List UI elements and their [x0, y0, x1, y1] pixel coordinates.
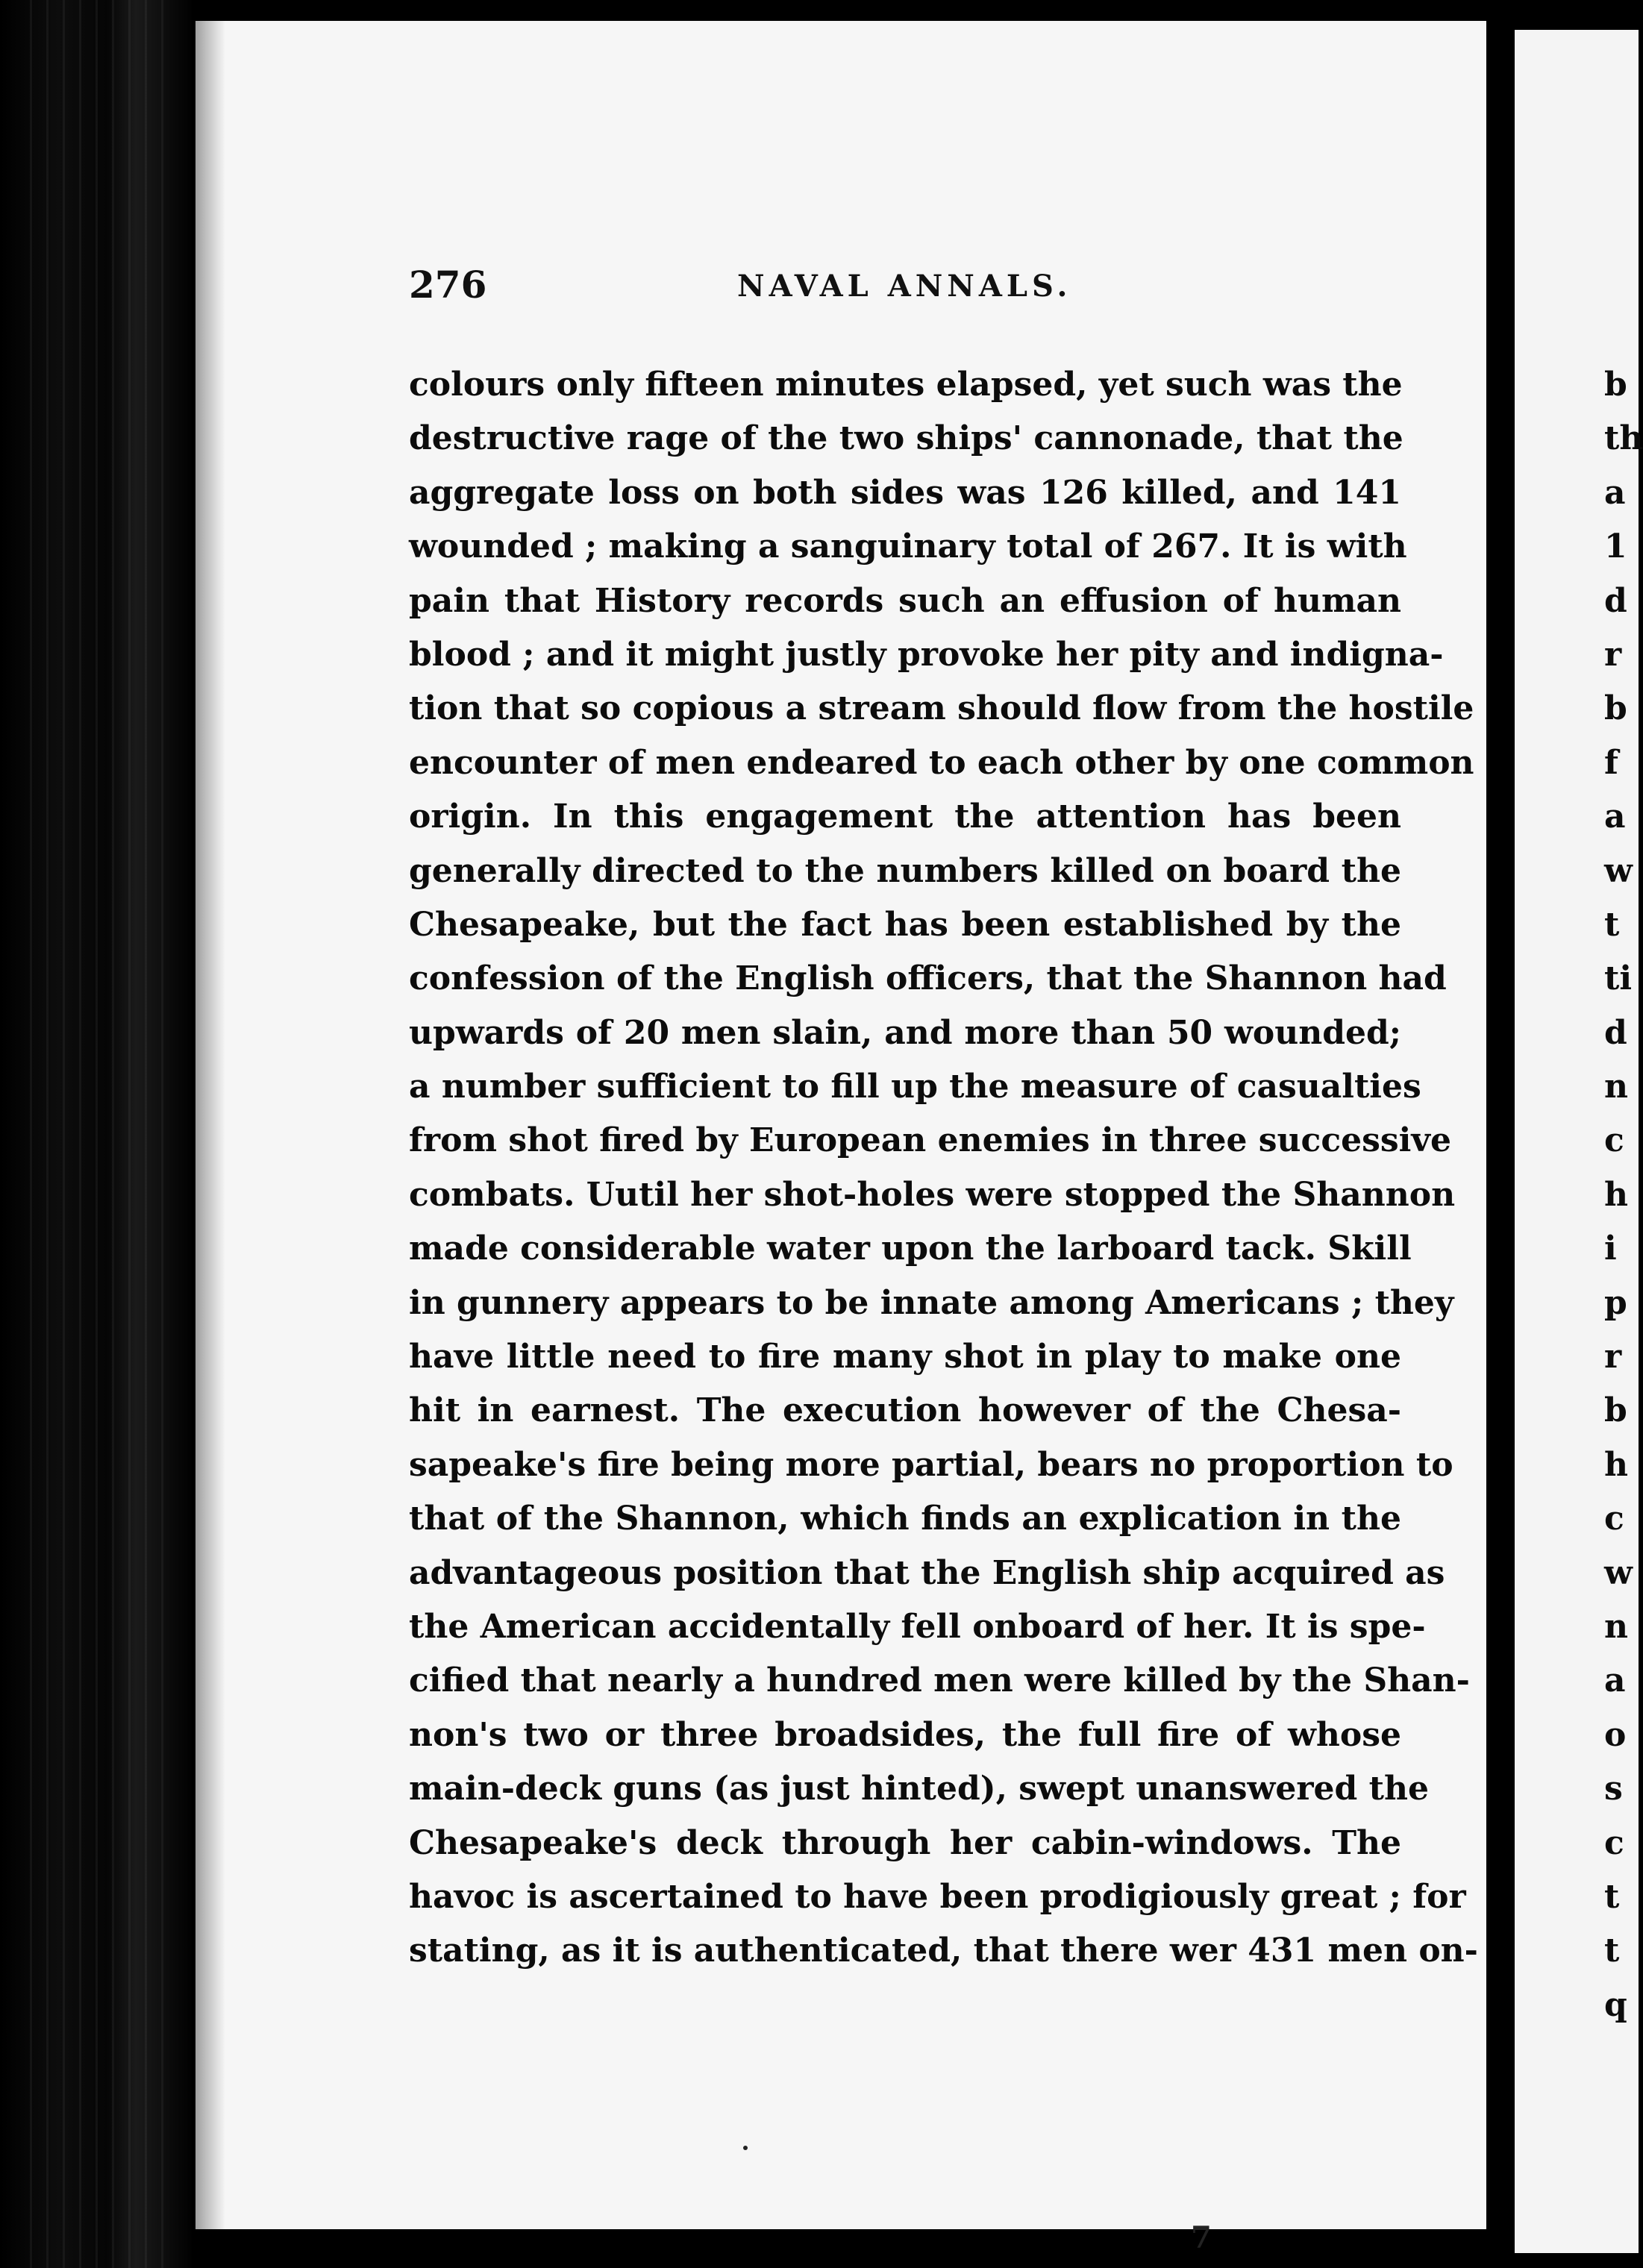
- text-line: main-deck guns (as just hinted), swept unanswered the: [409, 1770, 1429, 1808]
- text-line: cified that nearly a hundred men were killed by the Shan-: [409, 1661, 1470, 1700]
- text-line: hit in earnest. The execution however of the Chesa-: [409, 1391, 1401, 1430]
- next-page-fragment: n: [1604, 1607, 1628, 1646]
- text-line: confession of the English officers, that the Shannon had: [409, 959, 1447, 998]
- next-page-fragment: d: [1604, 1013, 1627, 1052]
- next-page-fragment: p: [1604, 1283, 1627, 1322]
- next-page-fragment: th: [1604, 419, 1643, 458]
- text-line: tion that so copious a stream should flow from the hostile: [409, 689, 1474, 728]
- text-line: wounded ; making a sanguinary total of 267. It is with: [409, 527, 1407, 566]
- next-page-fragment: f: [1604, 743, 1618, 782]
- text-line: Chesapeake's deck through her cabin-windows. The: [409, 1823, 1401, 1862]
- text-line: non's two or three broadsides, the full fire of whose: [409, 1715, 1401, 1754]
- running-title: NAVAL ANNALS.: [737, 269, 1072, 304]
- next-page-fragment: t: [1604, 1877, 1620, 1916]
- text-line: in gunnery appears to be innate among Americans ; they: [409, 1283, 1454, 1322]
- next-page-fragment: b: [1604, 1391, 1627, 1430]
- next-page-fragment: ti: [1604, 959, 1633, 998]
- text-line: blood ; and it might justly provoke her pity and indigna-: [409, 635, 1444, 674]
- text-line: upwards of 20 men slain, and more than 50 wounded;: [409, 1013, 1401, 1052]
- next-page-fragment: r: [1604, 635, 1622, 674]
- next-page-fragment: r: [1604, 1338, 1622, 1376]
- book-edge-texture: [30, 0, 164, 2268]
- running-head: [409, 254, 1394, 328]
- next-page-fragment: c: [1604, 1823, 1624, 1862]
- text-line: the American accidentally fell onboard of her. It is spe-: [409, 1607, 1426, 1646]
- next-page-fragment: q: [1604, 1985, 1627, 2024]
- text-line: generally directed to the numbers killed on board the: [409, 851, 1401, 890]
- text-line: havoc is ascertained to have been prodigiously great ; for: [409, 1877, 1466, 1916]
- next-page-fragment: w: [1604, 1553, 1633, 1592]
- ink-speck: [743, 2146, 748, 2150]
- next-page-fragment: a: [1604, 798, 1626, 836]
- text-line: encounter of men endeared to each other by one common: [409, 743, 1474, 782]
- next-page-fragment: n: [1604, 1068, 1628, 1106]
- text-line: advantageous position that the English ship acquired as: [409, 1553, 1445, 1592]
- text-line: have little need to fire many shot in play to make one: [409, 1338, 1401, 1376]
- next-page-fragment: b: [1604, 366, 1627, 404]
- text-line: colours only fifteen minutes elapsed, yet such was the: [409, 366, 1403, 404]
- body-text: [409, 358, 1478, 1979]
- text-line: from shot fired by European enemies in three successive: [409, 1121, 1451, 1160]
- text-line: that of the Shannon, which finds an explication in the: [409, 1500, 1401, 1538]
- next-page-fragment: d: [1604, 581, 1627, 620]
- next-page-fragment: b: [1604, 689, 1627, 728]
- next-page-fragments: [1604, 358, 1643, 2032]
- text-line: destructive rage of the two ships' cannonade, that the: [409, 419, 1403, 458]
- next-page-fragment: w: [1604, 851, 1633, 890]
- next-page-fragment: c: [1604, 1500, 1624, 1538]
- next-page-fragment: a: [1604, 473, 1626, 512]
- text-line: made considerable water upon the larboard tack. Skill: [409, 1229, 1412, 1268]
- text-line: stating, as it is authenticated, that there wer 431 men on-: [409, 1932, 1478, 1970]
- text-line: sapeake's fire being more partial, bears no proportion to: [409, 1445, 1453, 1484]
- text-line: a number sufficient to fill up the measure of casualties: [409, 1068, 1421, 1106]
- next-page-fragment: 1: [1604, 527, 1627, 566]
- next-page-fragment: h: [1604, 1175, 1628, 1214]
- next-page-fragment: c: [1604, 1121, 1624, 1160]
- text-line: combats. Uutil her shot-holes were stopped the Shannon: [409, 1175, 1456, 1214]
- next-page-fragment: s: [1604, 1770, 1623, 1808]
- text-line: Chesapeake, but the fact has been established by the: [409, 905, 1401, 944]
- next-page-fragment: i: [1604, 1229, 1617, 1268]
- page-number: 276: [409, 263, 487, 307]
- text-line: pain that History records such an effusion of human: [409, 581, 1401, 620]
- next-page-fragment: o: [1604, 1715, 1627, 1754]
- next-page-fragment: a: [1604, 1661, 1626, 1700]
- next-page-fragment: t: [1604, 905, 1620, 944]
- footer-mark: 7: [1191, 2220, 1212, 2255]
- page-gutter: [1486, 0, 1515, 2268]
- next-page-fragment: h: [1604, 1445, 1628, 1484]
- text-line: origin. In this engagement the attention has been: [409, 798, 1401, 836]
- next-page-fragment: t: [1604, 1932, 1620, 1970]
- text-line: aggregate loss on both sides was 126 killed, and 141: [409, 473, 1401, 512]
- page-shadow: [195, 21, 225, 2229]
